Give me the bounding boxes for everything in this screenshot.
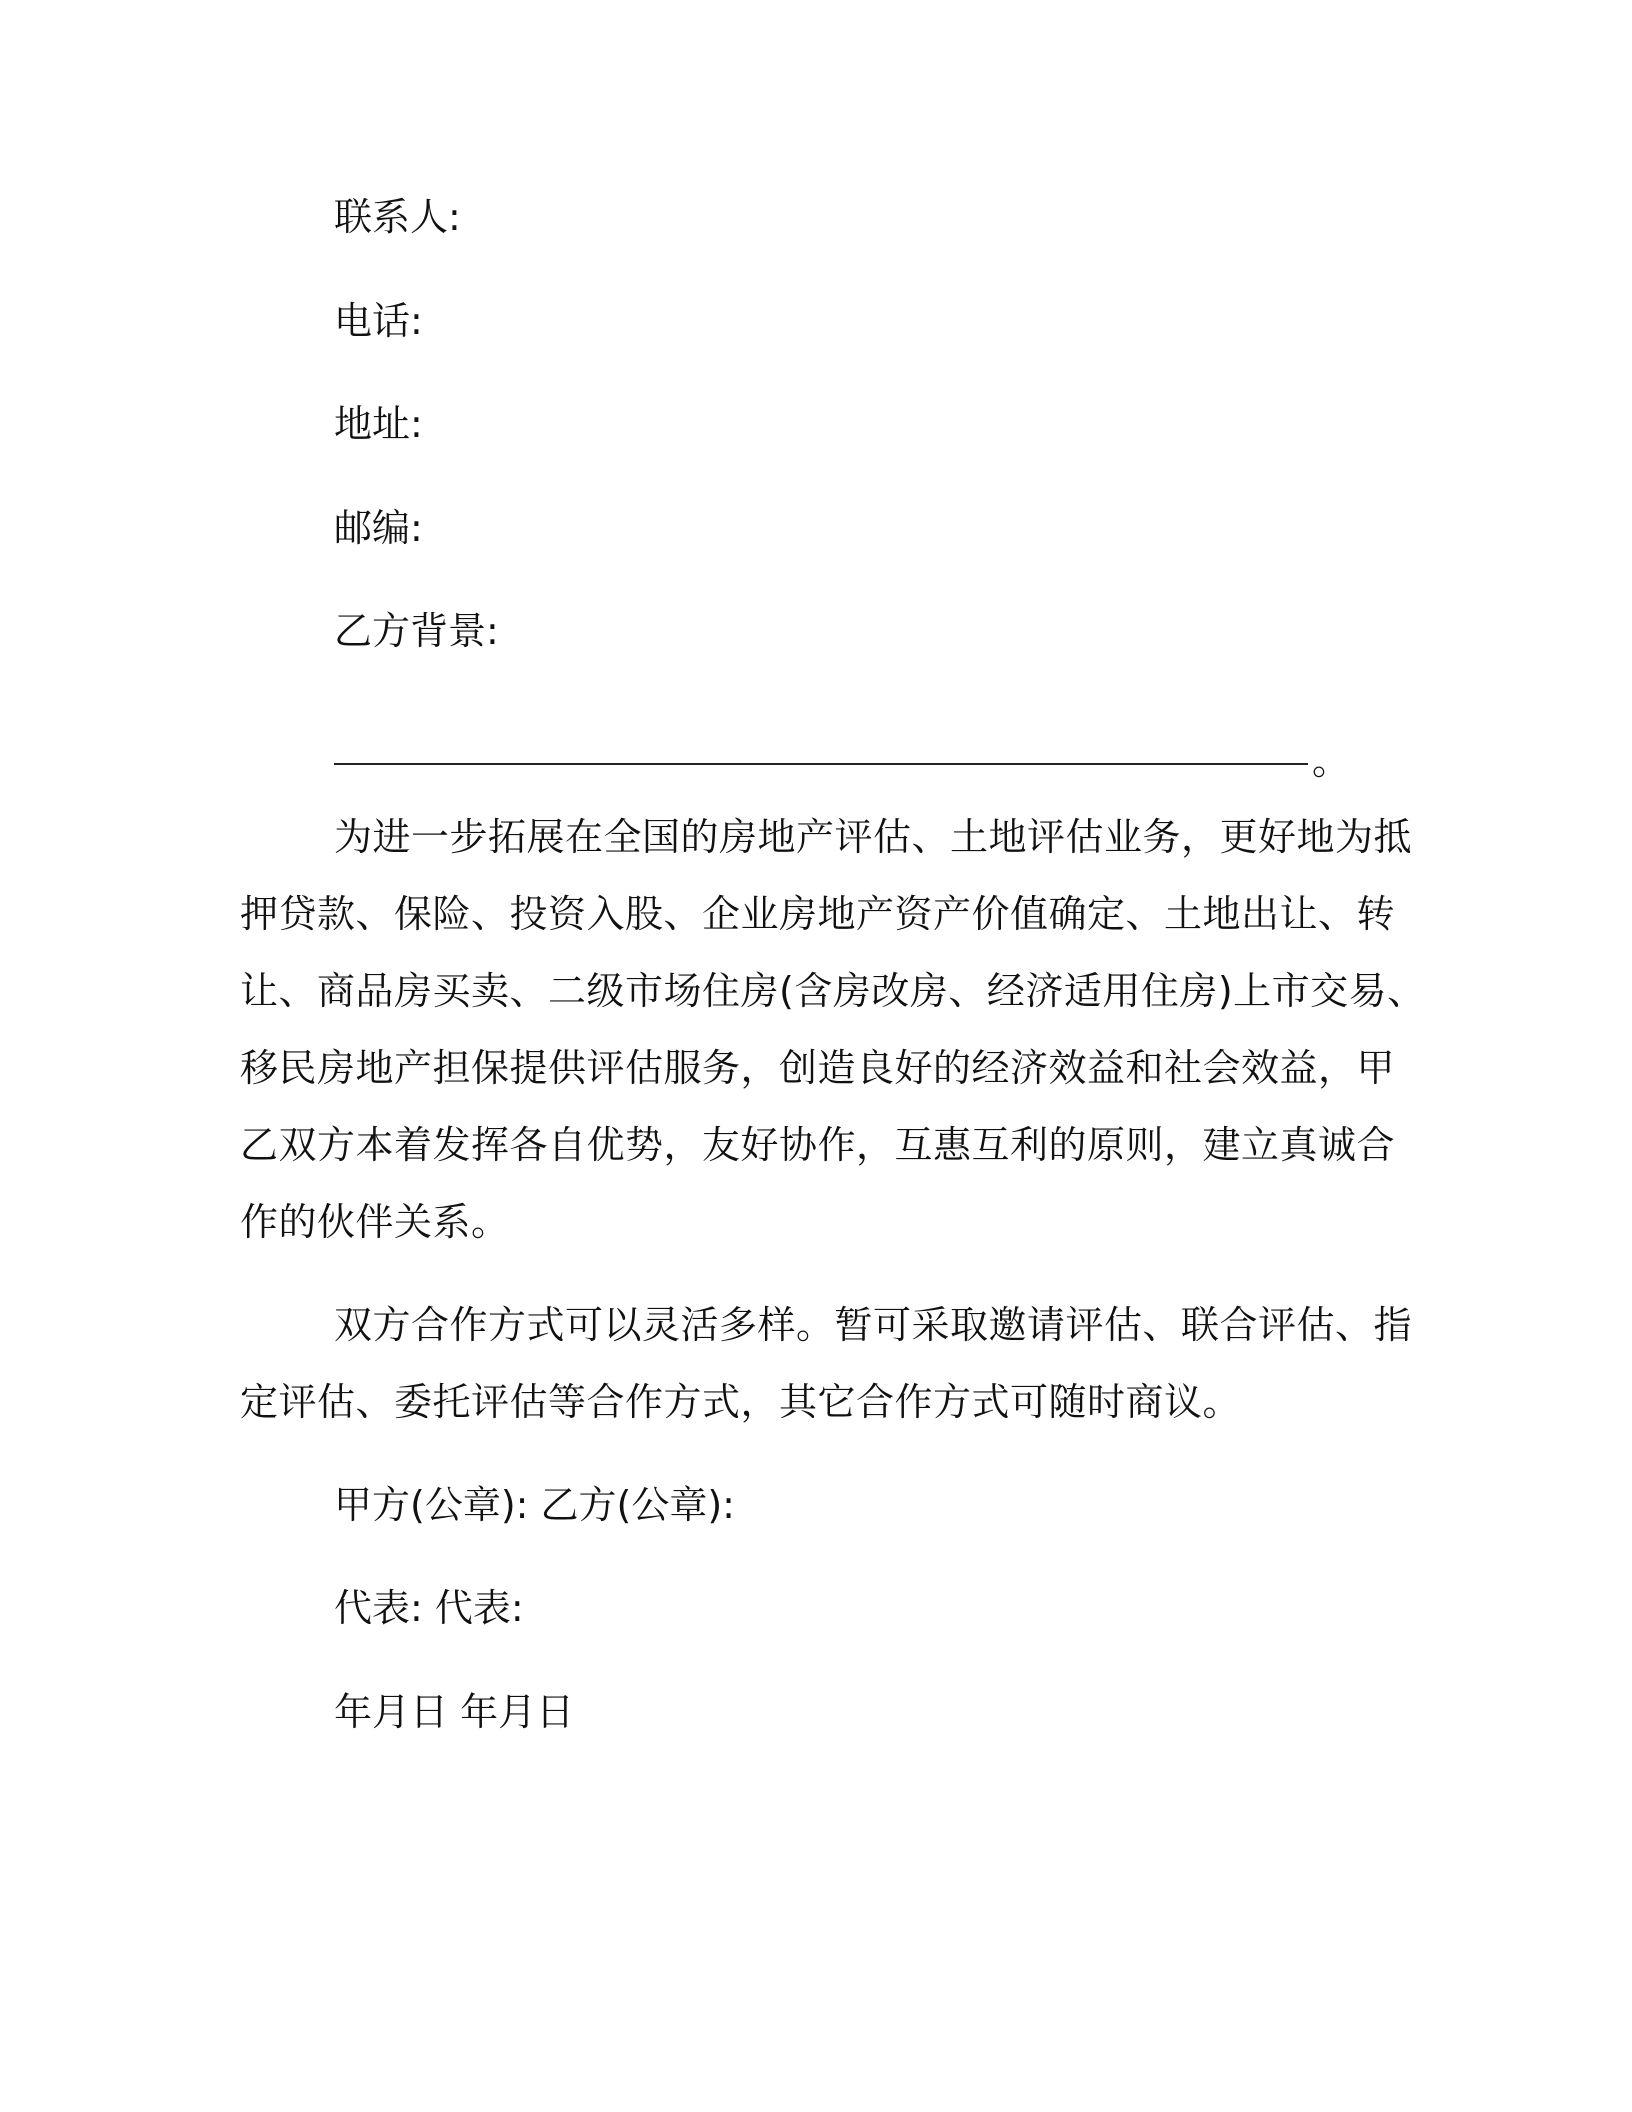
paragraph-line: 乙双方本着发挥各自优势，友好协作，互惠互利的原则，建立真诚合 (240, 1123, 1396, 1167)
postcode-field: 邮编: (334, 506, 423, 550)
signature-seals: 甲方(公章): 乙方(公章): (334, 1483, 735, 1527)
paragraph-line: 押贷款、保险、投资入股、企业房地产资产价值确定、土地出让、转 (240, 892, 1396, 936)
signature-representatives: 代表: 代表: (334, 1586, 524, 1630)
paragraph-line: 让、商品房买卖、二级市场住房(含房改房、经济适用住房)上市交易、 (240, 969, 1426, 1013)
paragraph-line: 定评估、委托评估等合作方式，其它合作方式可随时商议。 (240, 1380, 1242, 1424)
background-blank-line (334, 736, 1351, 786)
fill-in-underline (334, 763, 1308, 765)
paragraph-line: 作的伙伴关系。 (240, 1200, 510, 1244)
blank-end-mark: 。 (1312, 739, 1351, 783)
paragraph-line: 移民房地产担保提供评估服务，创造良好的经济效益和社会效益，甲 (240, 1046, 1396, 1090)
party-b-background-field: 乙方背景: (334, 609, 499, 653)
address-field: 地址: (334, 402, 423, 446)
paragraph-line: 为进一步拓展在全国的房地产评估、土地评估业务，更好地为抵 (334, 815, 1413, 859)
phone-field: 电话: (334, 299, 423, 343)
paragraph-line: 双方合作方式可以灵活多样。暂可采取邀请评估、联合评估、指 (334, 1303, 1413, 1347)
signature-dates: 年月日 年月日 (334, 1690, 575, 1734)
contact-field: 联系人: (334, 195, 461, 239)
